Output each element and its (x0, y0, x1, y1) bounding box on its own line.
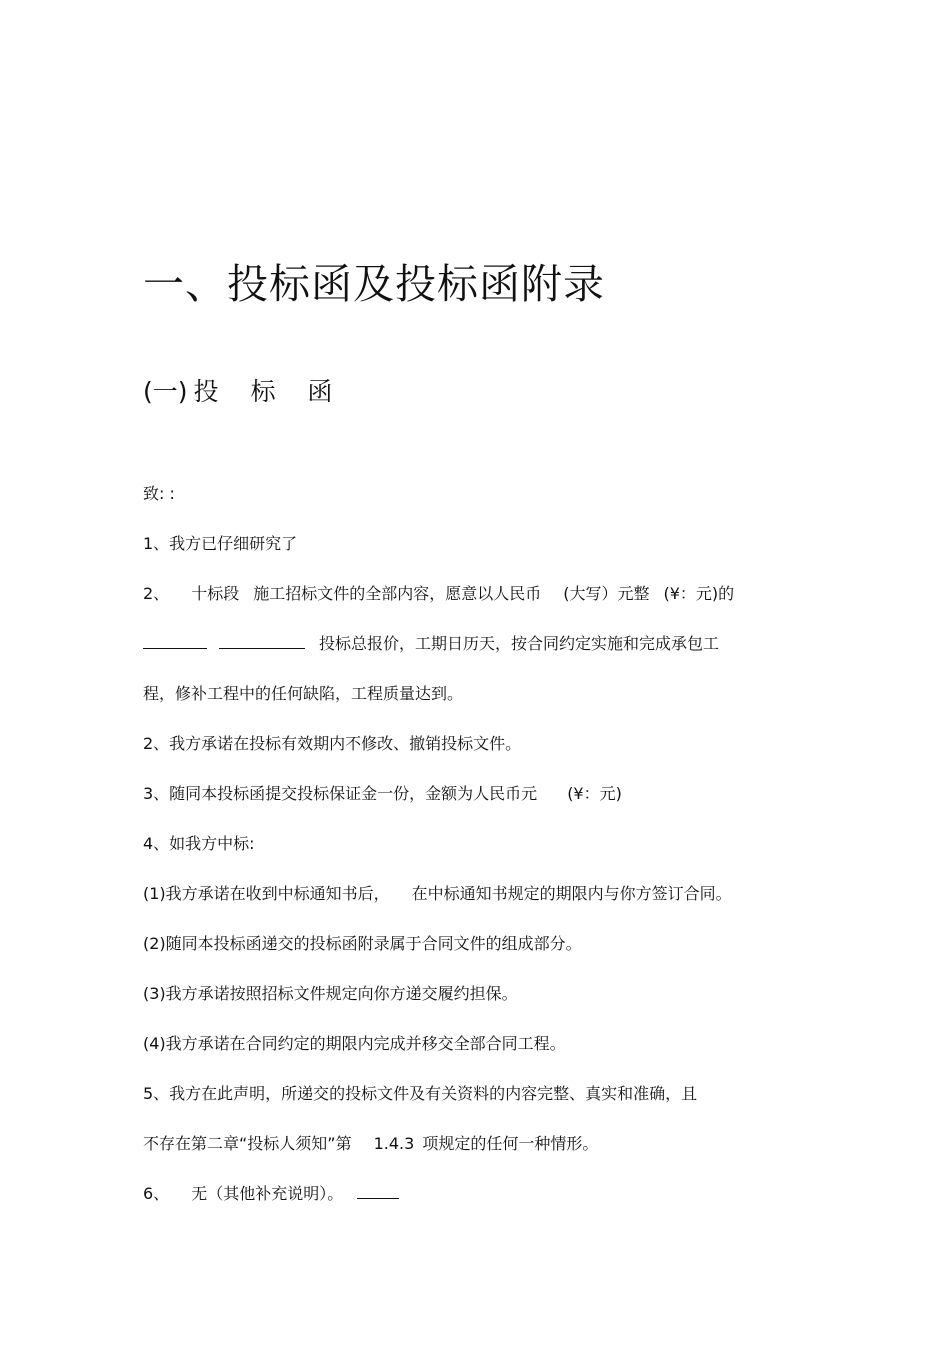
item-4: (4)我方承诺在合同约定的期限内完成并移交全部合同工程。 (143, 1034, 566, 1053)
item-1 (143, 882, 732, 906)
section-heading (143, 374, 344, 410)
paragraph-2-text-3: 程，修补工程中的任何缺陷，工程质量达到。 (143, 684, 464, 703)
paragraph-2-continued (143, 632, 719, 656)
paragraph-2 (143, 582, 734, 606)
paragraph-4: 4、如我方中标: (143, 834, 255, 853)
paragraph-commitment: 2、我方承诺在投标有效期内不修改、撤销投标文件。 (143, 734, 522, 753)
paragraph-5-continued (143, 1132, 598, 1156)
item-1-text-b: 在中标通知书规定的期限内与你方签订合同。 (411, 884, 732, 903)
deposit-figure: (¥：元) (567, 784, 622, 803)
paragraph-5: 5、我方在此声明，所递交的投标文件及有关资料的内容完整、真实和准确，且 (143, 1084, 698, 1103)
paragraph-5-text-2: 项规定的任何一种情形。 (422, 1134, 599, 1153)
clause-number: 1.4.3 (373, 1134, 415, 1153)
amount-figure: (¥：元)的 (663, 584, 735, 603)
blank-underline (143, 636, 207, 649)
item-3: (3)我方承诺按照招标文件规定向你方递交履约担保。 (143, 984, 518, 1003)
paragraph-6 (143, 1182, 399, 1206)
page-title: 一、投标函及投标函附录 (143, 260, 605, 308)
paragraph-2-text-2: 投标总报价，工期日历天，按合同约定实施和完成承包工 (319, 634, 720, 653)
section-title: 投 标 函 (193, 377, 345, 406)
item-1-text-a: (1)我方承诺在收到中标通知书后， (143, 884, 390, 903)
blank-underline (219, 636, 305, 649)
addressee-line: 致: : (143, 484, 175, 503)
section-number: (一) (143, 377, 188, 406)
paragraph-6-text: 无（其他补充说明）。 (191, 1184, 344, 1203)
paragraph-6-number: 6、 (143, 1184, 170, 1203)
section-name: 十标段 (191, 584, 240, 603)
blank-underline (357, 1186, 399, 1199)
paragraph-3-text: 3、随同本投标函提交投标保证金一份，金额为人民币元 (143, 784, 538, 803)
paragraph-1: 1、我方已仔细研究了 (143, 534, 298, 553)
paragraph-3 (143, 782, 622, 806)
paragraph-5-text: 不存在第二章“投标人须知”第 (143, 1134, 352, 1153)
item-2: (2)随同本投标函递交的投标函附录属于合同文件的组成部分。 (143, 934, 582, 953)
paragraph-2-number: 2、 (143, 584, 170, 603)
paragraph-2-text: 施工招标文件的全部内容，愿意以人民币 (253, 584, 542, 603)
amount-words: (大写）元整 (563, 584, 650, 603)
